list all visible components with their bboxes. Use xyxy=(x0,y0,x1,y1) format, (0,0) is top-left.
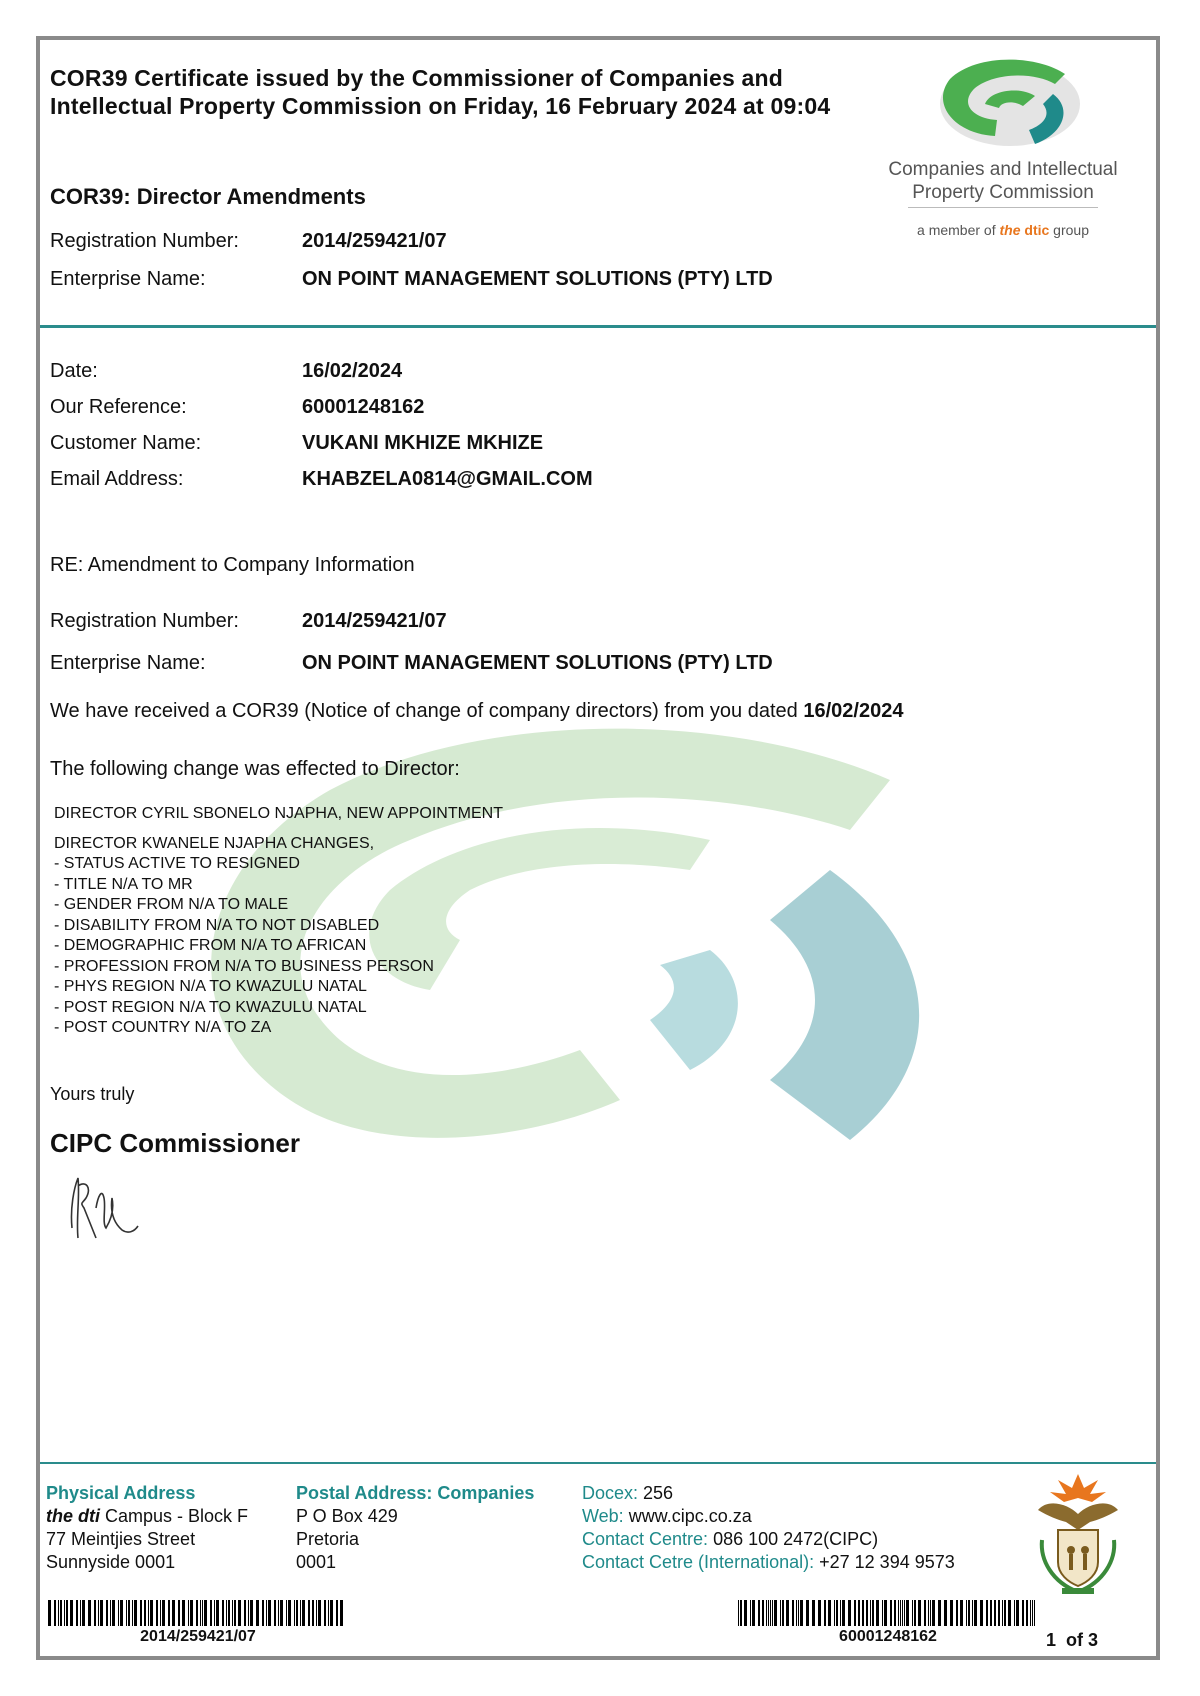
barcode-bar xyxy=(890,1600,892,1626)
barcode-bar xyxy=(972,1600,973,1626)
physical-address-line2: 77 Meintjies Street xyxy=(46,1529,196,1549)
contact-centre-line xyxy=(582,1528,955,1551)
barcode-bar xyxy=(100,1600,103,1626)
barcode-bar xyxy=(792,1600,794,1626)
barcode-bar xyxy=(132,1600,133,1626)
contact-label: Contact Centre: xyxy=(582,1529,709,1549)
barcode-bar xyxy=(1022,1600,1024,1626)
barcode-bar xyxy=(54,1600,56,1626)
barcode-bar xyxy=(762,1600,764,1626)
barcode-bar xyxy=(800,1600,803,1626)
barcode-bar xyxy=(980,1600,983,1626)
barcode-bar xyxy=(302,1600,305,1626)
barcode-bar xyxy=(112,1600,115,1626)
barcode-bar xyxy=(894,1600,896,1626)
field-label: Customer Name: xyxy=(50,432,202,454)
barcode-left xyxy=(48,1600,348,1626)
field-label: Our Reference: xyxy=(50,396,187,418)
barcode-bar xyxy=(806,1600,809,1626)
barcode-bar xyxy=(274,1600,276,1626)
member-the: the xyxy=(999,222,1021,238)
barcode-bar xyxy=(840,1600,841,1626)
barcode-bar xyxy=(884,1600,887,1626)
field-value: KHABZELA0814@GMAIL.COM xyxy=(302,468,593,490)
field-label: Email Address: xyxy=(50,468,184,490)
intl-value: +27 12 394 9573 xyxy=(814,1552,955,1572)
dtic-member-line xyxy=(868,222,1138,238)
field-label: Date: xyxy=(50,360,98,382)
barcode-bar xyxy=(318,1600,321,1626)
barcode-bar xyxy=(872,1600,874,1626)
barcode-bar xyxy=(898,1600,899,1626)
list-item: - DEMOGRAPHIC FROM N/A TO AFRICAN xyxy=(54,937,367,954)
received-notice xyxy=(50,700,903,723)
barcode-bar xyxy=(214,1600,215,1626)
barcode-bar xyxy=(930,1600,931,1626)
page-of: of xyxy=(1066,1630,1084,1650)
barcode-bar xyxy=(1014,1600,1015,1626)
barcode-bar xyxy=(876,1600,879,1626)
barcode-bar xyxy=(758,1600,760,1626)
field-value: 2014/259421/07 xyxy=(302,230,447,252)
barcode-bar xyxy=(98,1600,99,1626)
changes-list xyxy=(54,854,434,1039)
barcode-bar xyxy=(140,1600,142,1626)
barcode-bar xyxy=(110,1600,111,1626)
barcode-bar xyxy=(188,1600,189,1626)
barcode-bar xyxy=(782,1600,784,1626)
signature-icon xyxy=(62,1168,142,1248)
header-divider xyxy=(40,325,1156,328)
barcode-bar xyxy=(268,1600,271,1626)
barcode-bar xyxy=(738,1600,739,1626)
barcode-bar xyxy=(770,1600,771,1626)
barcode-bar xyxy=(340,1600,343,1626)
postal-address-line1: P O Box 429 xyxy=(296,1506,398,1526)
barcode-right xyxy=(738,1600,1038,1626)
field-value: 16/02/2024 xyxy=(302,360,403,382)
barcode-bar xyxy=(752,1600,755,1626)
received-date: 16/02/2024 xyxy=(803,700,904,722)
barcode-bar xyxy=(144,1600,146,1626)
barcode-bar xyxy=(986,1600,988,1626)
field-value: 60001248162 xyxy=(302,396,425,418)
list-item: - PROFESSION FROM N/A TO BUSINESS PERSON xyxy=(54,957,434,975)
the-dti-label: the dti xyxy=(46,1506,100,1526)
barcode-bar xyxy=(862,1600,864,1626)
barcode-bar xyxy=(156,1600,158,1626)
barcode-bar xyxy=(266,1600,267,1626)
barcode-bar xyxy=(160,1600,161,1626)
barcode-bar xyxy=(120,1600,123,1626)
list-item: - POST REGION N/A TO KWAZULU NATAL xyxy=(54,998,367,1016)
closing-line: Yours truly xyxy=(50,1084,135,1104)
barcode-bar xyxy=(196,1600,198,1626)
barcode-bar xyxy=(858,1600,860,1626)
list-item: - GENDER FROM N/A TO MALE xyxy=(54,896,289,913)
barcode-left-number: 2014/259421/07 xyxy=(140,1628,256,1645)
footer-divider xyxy=(40,1462,1156,1464)
barcode-bar xyxy=(950,1600,953,1626)
re-line: RE: Amendment to Company Information xyxy=(50,554,415,576)
barcode-bar xyxy=(336,1600,338,1626)
barcode-bar xyxy=(932,1600,935,1626)
barcode-bar xyxy=(210,1600,212,1626)
barcode-bar xyxy=(824,1600,826,1626)
barcode-bar xyxy=(280,1600,283,1626)
list-item: - POST COUNTRY N/A TO ZA xyxy=(54,1019,272,1036)
intl-label: Contact Cetre (International): xyxy=(582,1552,815,1572)
postal-address-block xyxy=(296,1482,534,1574)
barcode-bar xyxy=(190,1600,193,1626)
page-number xyxy=(1046,1630,1098,1651)
barcode-bar xyxy=(1034,1600,1035,1626)
barcode-bar xyxy=(1030,1600,1031,1626)
barcode-bar xyxy=(244,1600,246,1626)
barcode-bar xyxy=(798,1600,799,1626)
barcode-bar xyxy=(76,1600,78,1626)
contact-block xyxy=(582,1482,955,1574)
barcode-bar xyxy=(294,1600,295,1626)
barcode-bar xyxy=(812,1600,815,1626)
barcode-bar xyxy=(80,1600,81,1626)
barcode-bar xyxy=(994,1600,996,1626)
web-line xyxy=(582,1505,955,1528)
docex-label: Docex: xyxy=(582,1483,639,1503)
barcode-bar xyxy=(998,1600,1000,1626)
cipc-logo-icon xyxy=(935,54,1085,154)
barcode-bar xyxy=(828,1600,831,1626)
barcode-bar xyxy=(88,1600,91,1626)
member-dtic: dtic xyxy=(1024,222,1050,238)
barcode-bar xyxy=(94,1600,96,1626)
barcode-bar xyxy=(848,1600,851,1626)
page-total: 3 xyxy=(1088,1630,1099,1650)
barcode-bar xyxy=(150,1600,153,1626)
postal-address-line2: Pretoria xyxy=(296,1529,360,1549)
barcode-bar xyxy=(286,1600,287,1626)
barcode-right-number: 60001248162 xyxy=(839,1628,937,1645)
barcode-bar xyxy=(262,1600,264,1626)
barcode-bar xyxy=(786,1600,789,1626)
barcode-bar xyxy=(148,1600,149,1626)
barcode-bar xyxy=(70,1600,73,1626)
barcode-bar xyxy=(316,1600,317,1626)
physical-address-heading: Physical Address xyxy=(46,1483,196,1503)
barcode-bar xyxy=(944,1600,947,1626)
barcode-bar xyxy=(928,1600,929,1626)
barcode-bar xyxy=(924,1600,926,1626)
barcode-bar xyxy=(1004,1600,1006,1626)
barcode-bar xyxy=(308,1600,310,1626)
list-item: - TITLE N/A TO MR xyxy=(54,875,193,893)
barcode-bar xyxy=(162,1600,165,1626)
barcode-bar xyxy=(1016,1600,1019,1626)
barcode-bar xyxy=(64,1600,65,1626)
section-title: COR39: Director Amendments xyxy=(50,184,366,209)
field-label: Registration Number: xyxy=(50,230,239,252)
barcode-bar xyxy=(248,1600,249,1626)
web-value: www.cipc.co.za xyxy=(623,1506,752,1526)
barcode-bar xyxy=(842,1600,845,1626)
contact-intl-line xyxy=(582,1551,955,1574)
barcode-bar xyxy=(204,1600,207,1626)
physical-address-block xyxy=(46,1482,248,1574)
member-suffix: group xyxy=(1049,222,1089,238)
member-prefix: a member of xyxy=(917,222,1000,238)
barcode-bar xyxy=(882,1600,883,1626)
barcode-bar xyxy=(232,1600,233,1626)
barcode-bar xyxy=(82,1600,85,1626)
list-item: - STATUS ACTIVE TO RESIGNED xyxy=(54,855,300,872)
field-label: Registration Number: xyxy=(50,610,239,632)
barcode-bar xyxy=(1032,1600,1033,1626)
barcode-bar xyxy=(744,1600,747,1626)
barcode-bar xyxy=(956,1600,958,1626)
barcode-bar xyxy=(296,1600,298,1626)
barcode-bar xyxy=(200,1600,201,1626)
field-label: Enterprise Name: xyxy=(50,268,206,290)
barcode-bar xyxy=(836,1600,838,1626)
docex-line xyxy=(582,1482,955,1505)
list-item: - DISABILITY FROM N/A TO NOT DISABLED xyxy=(54,916,380,934)
barcode-bar xyxy=(866,1600,868,1626)
barcode-bar xyxy=(906,1600,909,1626)
page-current: 1 xyxy=(1046,1630,1057,1650)
change-intro: The following change was effected to Director: xyxy=(50,758,460,780)
barcode-bar xyxy=(974,1600,977,1626)
changes-head: DIRECTOR KWANELE NJAPHA CHANGES, xyxy=(54,835,375,852)
cipc-logo-name xyxy=(868,158,1138,204)
signatory-title: CIPC Commissioner xyxy=(50,1128,300,1158)
barcode-bar xyxy=(938,1600,941,1626)
barcode-bar xyxy=(118,1600,119,1626)
new-appointment-line: DIRECTOR CYRIL SBONELO NJAPHA, NEW APPOINTMENT xyxy=(54,805,503,822)
list-item: - PHYS REGION N/A TO KWAZULU NATAL xyxy=(54,978,367,995)
barcode-bar xyxy=(774,1600,777,1626)
barcode-bar xyxy=(48,1600,51,1626)
barcode-bar xyxy=(768,1600,769,1626)
coat-of-arms-icon xyxy=(1028,1470,1128,1598)
certificate-title-line1: COR39 Certificate issued by the Commissioner of Companies and xyxy=(50,65,784,91)
barcode-bar xyxy=(256,1600,259,1626)
barcode-bar xyxy=(58,1600,59,1626)
barcode-bar xyxy=(740,1600,742,1626)
barcode-bar xyxy=(60,1600,62,1626)
barcode-bar xyxy=(300,1600,301,1626)
field-label: Enterprise Name: xyxy=(50,652,206,674)
barcode-bar xyxy=(1026,1600,1028,1626)
barcode-bar xyxy=(914,1600,916,1626)
barcode-bar xyxy=(178,1600,180,1626)
logo-name-line1: Companies and Intellectual xyxy=(888,159,1118,180)
field-value: ON POINT MANAGEMENT SOLUTIONS (PTY) LTD xyxy=(302,652,773,674)
field-value: ON POINT MANAGEMENT SOLUTIONS (PTY) LTD xyxy=(302,268,773,290)
barcode-bar xyxy=(182,1600,185,1626)
barcode-bar xyxy=(328,1600,329,1626)
barcode-bar xyxy=(288,1600,291,1626)
barcode-bar xyxy=(780,1600,781,1626)
barcode-bar xyxy=(66,1600,68,1626)
barcode-bar xyxy=(330,1600,333,1626)
barcode-bar xyxy=(766,1600,767,1626)
logo-rule xyxy=(908,207,1098,208)
barcode-bar xyxy=(750,1600,751,1626)
logo-name-line2: Property Commission xyxy=(912,182,1094,203)
barcode-bar xyxy=(902,1600,903,1626)
barcode-bar xyxy=(172,1600,175,1626)
barcode-bar xyxy=(250,1600,253,1626)
barcode-bar xyxy=(1008,1600,1011,1626)
received-text: We have received a COR39 (Notice of change of company directors) from you dated xyxy=(50,700,804,722)
barcode-bar xyxy=(238,1600,241,1626)
barcode-bar xyxy=(324,1600,326,1626)
barcode-bar xyxy=(796,1600,797,1626)
physical-line1-rest: Campus - Block F xyxy=(100,1506,249,1526)
barcode-bar xyxy=(226,1600,227,1626)
physical-address-line3: Sunnyside 0001 xyxy=(46,1552,176,1572)
certificate-title xyxy=(50,64,900,120)
barcode-bar xyxy=(818,1600,821,1626)
postal-address-heading: Postal Address: Companies xyxy=(296,1483,535,1503)
barcode-bar xyxy=(234,1600,236,1626)
barcode-bar xyxy=(900,1600,901,1626)
certificate-title-line2: Intellectual Property Commission on Friday, 16 February 2024 at 09:04 xyxy=(50,93,831,119)
docex-value: 256 xyxy=(638,1483,674,1503)
field-value: VUKANI MKHIZE MKHIZE xyxy=(302,432,544,454)
barcode-bar xyxy=(216,1600,219,1626)
barcode-bar xyxy=(966,1600,967,1626)
web-label: Web: xyxy=(582,1506,624,1526)
barcode-bar xyxy=(904,1600,905,1626)
barcode-bar xyxy=(202,1600,203,1626)
barcode-bar xyxy=(968,1600,970,1626)
postal-address-line3: 0001 xyxy=(296,1552,337,1572)
barcode-bar xyxy=(106,1600,108,1626)
field-value: 2014/259421/07 xyxy=(302,610,447,632)
barcode-bar xyxy=(278,1600,279,1626)
barcode-bar xyxy=(960,1600,963,1626)
barcode-bar xyxy=(834,1600,835,1626)
barcode-bar xyxy=(870,1600,871,1626)
barcode-bar xyxy=(312,1600,314,1626)
barcode-bar xyxy=(1002,1600,1003,1626)
barcode-bar xyxy=(912,1600,913,1626)
barcode-bar xyxy=(772,1600,773,1626)
contact-value: 086 100 2472(CIPC) xyxy=(708,1529,879,1549)
barcode-bar xyxy=(128,1600,130,1626)
barcode-bar xyxy=(854,1600,856,1626)
barcode-bar xyxy=(134,1600,137,1626)
barcode-bar xyxy=(168,1600,170,1626)
barcode-bar xyxy=(918,1600,921,1626)
barcode-bar xyxy=(222,1600,224,1626)
barcode-bar xyxy=(990,1600,992,1626)
barcode-bar xyxy=(126,1600,127,1626)
physical-address-line1 xyxy=(46,1505,248,1528)
barcode-bar xyxy=(228,1600,230,1626)
